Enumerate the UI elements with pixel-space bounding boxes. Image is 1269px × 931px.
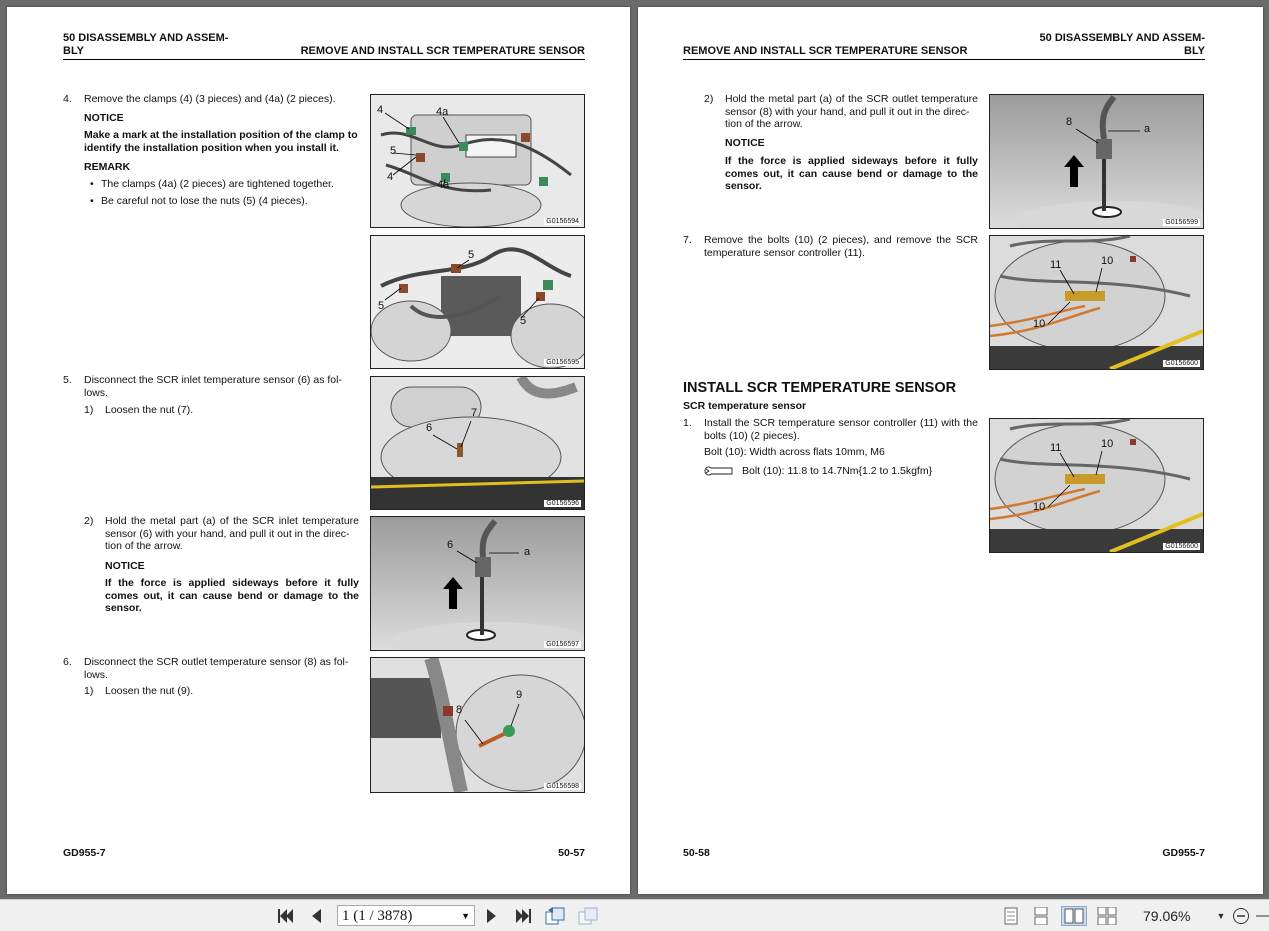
step-number: 6. xyxy=(63,656,72,668)
callout-label: 4a xyxy=(436,106,449,118)
header-section: 50 DISASSEMBLY AND ASSEM- BLY xyxy=(63,32,229,57)
figure-nuts xyxy=(370,235,585,369)
figure-controller-install xyxy=(989,418,1204,553)
page-number-value: 1 (1 / 3878) xyxy=(342,908,413,924)
callout-label: 6 xyxy=(426,422,433,434)
substep-number: 2) xyxy=(704,93,714,105)
figure-id: G0156599 xyxy=(1165,219,1198,226)
wrench-icon xyxy=(704,464,734,476)
figure-id: G0156595 xyxy=(546,359,579,366)
callout-label: 7 xyxy=(471,407,478,419)
nuts-illustration xyxy=(371,236,584,368)
footer-page-number: 50-58 xyxy=(683,847,710,859)
continuous-facing-view-button[interactable] xyxy=(1095,906,1119,926)
callout-label: 10 xyxy=(1101,438,1114,450)
inlet-sensor-illustration xyxy=(371,377,584,509)
step-text: Remove the bolts (10) (2 pieces), and remove the SCR temperature sensor controller (11). xyxy=(704,234,978,259)
go-back-view-button[interactable] xyxy=(543,906,567,926)
zoom-slider-icon[interactable] xyxy=(1255,906,1269,926)
single-page-icon xyxy=(1004,907,1018,925)
callout-label: 10 xyxy=(1101,255,1114,267)
step-number: 7. xyxy=(683,234,692,246)
continuous-view-button[interactable] xyxy=(1030,906,1052,926)
notice-text: If the force is applied sideways before it fully comes out, it can cause bend or damage to the sensor. xyxy=(105,577,359,614)
notice-label: NOTICE xyxy=(84,112,124,124)
callout-label: 4 xyxy=(377,104,384,116)
step-text: Disconnect the SCR inlet temperature sensor (6) as fol- lows. xyxy=(84,374,342,399)
first-page-icon xyxy=(277,908,295,924)
callout-label: 10 xyxy=(1033,501,1046,513)
controller-install-illustration xyxy=(990,419,1203,552)
zoom-out-icon xyxy=(1232,907,1250,925)
page-50-58 xyxy=(638,7,1263,894)
figure-id: G0156598 xyxy=(546,783,579,790)
callout-label: 11 xyxy=(1050,442,1062,454)
next-page-icon xyxy=(486,908,498,924)
callout-label: 5 xyxy=(520,315,527,327)
page-50-57 xyxy=(7,7,630,894)
viewer-toolbar xyxy=(0,899,1269,931)
first-page-button[interactable] xyxy=(275,906,297,926)
section-title: INSTALL SCR TEMPERATURE SENSOR xyxy=(683,380,957,396)
figure-pull-sensor xyxy=(370,516,585,651)
header-rule xyxy=(63,59,585,60)
clamp-illustration xyxy=(371,95,584,227)
figure-id: G0156600 xyxy=(1165,360,1198,367)
previous-page-button[interactable] xyxy=(306,906,326,926)
continuous-facing-icon xyxy=(1097,907,1117,925)
substep-text: Hold the metal part (a) of the SCR outlet temperature sensor (8) with your hand, and pull it out in the direc- tion of the arrow. xyxy=(725,93,978,130)
pull-sensor-illustration xyxy=(371,517,584,650)
substep-number: 1) xyxy=(84,404,94,416)
facing-pages-icon xyxy=(1064,908,1084,924)
callout-label: 9 xyxy=(516,689,523,701)
callout-label: 4a xyxy=(437,179,450,191)
notice-label: NOTICE xyxy=(105,560,145,572)
figure-clamps xyxy=(370,94,585,228)
last-page-button[interactable] xyxy=(511,906,535,926)
footer-model: GD955-7 xyxy=(63,847,106,859)
controller-illustration xyxy=(990,236,1203,369)
step-text: Disconnect the SCR outlet temperature sensor (8) as fol- lows. xyxy=(84,656,349,681)
step-number: 5. xyxy=(63,374,72,386)
callout-label: 5 xyxy=(390,145,397,157)
figure-id: G0156594 xyxy=(546,218,579,225)
dropdown-caret-icon[interactable]: ▼ xyxy=(461,911,470,921)
zoom-out-button[interactable] xyxy=(1230,906,1252,926)
callout-label: 5 xyxy=(378,300,385,312)
callout-label: a xyxy=(524,546,531,558)
notice-text: Make a mark at the installation position of the clamp to identify the installation position when you install it. xyxy=(84,129,358,154)
header-section: 50 DISASSEMBLY AND ASSEM- BLY xyxy=(1039,32,1205,57)
substep-number: 1) xyxy=(84,685,94,697)
callout-label: 8 xyxy=(1066,116,1073,128)
outlet-sensor-illustration xyxy=(371,658,584,792)
step-text: Remove the clamps (4) (3 pieces) and (4a) (2 pieces). xyxy=(84,93,336,105)
facing-pages-view-button[interactable] xyxy=(1061,906,1087,926)
footer-model: GD955-7 xyxy=(1162,847,1205,859)
remark-bullet: The clamps (4a) (2 pieces) are tightened together. xyxy=(101,178,334,190)
notice-label: NOTICE xyxy=(725,137,765,149)
header-title: REMOVE AND INSTALL SCR TEMPERATURE SENSOR xyxy=(300,45,585,57)
callout-label: 10 xyxy=(1033,318,1046,330)
step-number: 1. xyxy=(683,417,692,429)
substep-number: 2) xyxy=(84,515,94,527)
previous-page-icon xyxy=(310,908,322,924)
bullet-marker: • xyxy=(90,178,94,190)
bolt-spec: Bolt (10): Width across flats 10mm, M6 xyxy=(704,446,885,458)
step-text: Install the SCR temperature sensor controller (11) with the bolts (10) (2 pieces). xyxy=(704,417,978,442)
header-rule xyxy=(683,59,1205,60)
bullet-marker: • xyxy=(90,195,94,207)
continuous-page-icon xyxy=(1034,907,1048,925)
zoom-dropdown-icon[interactable]: ▼ xyxy=(1216,911,1226,921)
figure-id: G0156597 xyxy=(546,641,579,648)
footer-page-number: 50-57 xyxy=(558,847,585,859)
substep-text: Loosen the nut (9). xyxy=(105,685,194,697)
callout-label: 11 xyxy=(1050,259,1062,271)
callout-label: 6 xyxy=(447,539,454,551)
page-number-input[interactable] xyxy=(337,905,475,926)
remark-label: REMARK xyxy=(84,161,131,173)
next-page-button[interactable] xyxy=(482,906,502,926)
notice-text: If the force is applied sideways before it fully comes out, it can cause bend or damage to the sensor. xyxy=(725,155,978,192)
substep-text: Hold the metal part (a) of the SCR inlet temperature sensor (6) with your hand, and pull it out in the direc- tion of the arrow. xyxy=(105,515,359,552)
header-title: REMOVE AND INSTALL SCR TEMPERATURE SENSOR xyxy=(683,45,968,57)
figure-outlet-sensor xyxy=(370,657,585,793)
section-subtitle: SCR temperature sensor xyxy=(683,400,807,412)
previous-view-icon xyxy=(544,907,566,925)
figure-id: G0156600 xyxy=(1165,543,1198,550)
callout-label: 4 xyxy=(387,171,394,183)
substep-text: Loosen the nut (7). xyxy=(105,404,194,416)
callout-label: 5 xyxy=(468,249,475,261)
pull-outlet-sensor-illustration xyxy=(990,95,1203,228)
callout-label: 8 xyxy=(456,704,463,716)
figure-controller-removal xyxy=(989,235,1204,370)
zoom-level[interactable]: 79.06% xyxy=(1143,908,1191,924)
figure-id: G0156596 xyxy=(546,500,579,507)
remark-bullet: Be careful not to lose the nuts (5) (4 pieces). xyxy=(101,195,308,207)
callout-label: a xyxy=(1144,123,1151,135)
torque-spec: Bolt (10): 11.8 to 14.7Nm{1.2 to 1.5kgfm} xyxy=(742,465,933,477)
single-page-view-button[interactable] xyxy=(1000,906,1022,926)
figure-pull-outlet-sensor xyxy=(989,94,1204,229)
last-page-icon xyxy=(514,908,532,924)
go-forward-view-button[interactable] xyxy=(576,906,600,926)
next-view-icon xyxy=(577,907,599,925)
figure-inlet-sensor xyxy=(370,376,585,510)
step-number: 4. xyxy=(63,93,72,105)
